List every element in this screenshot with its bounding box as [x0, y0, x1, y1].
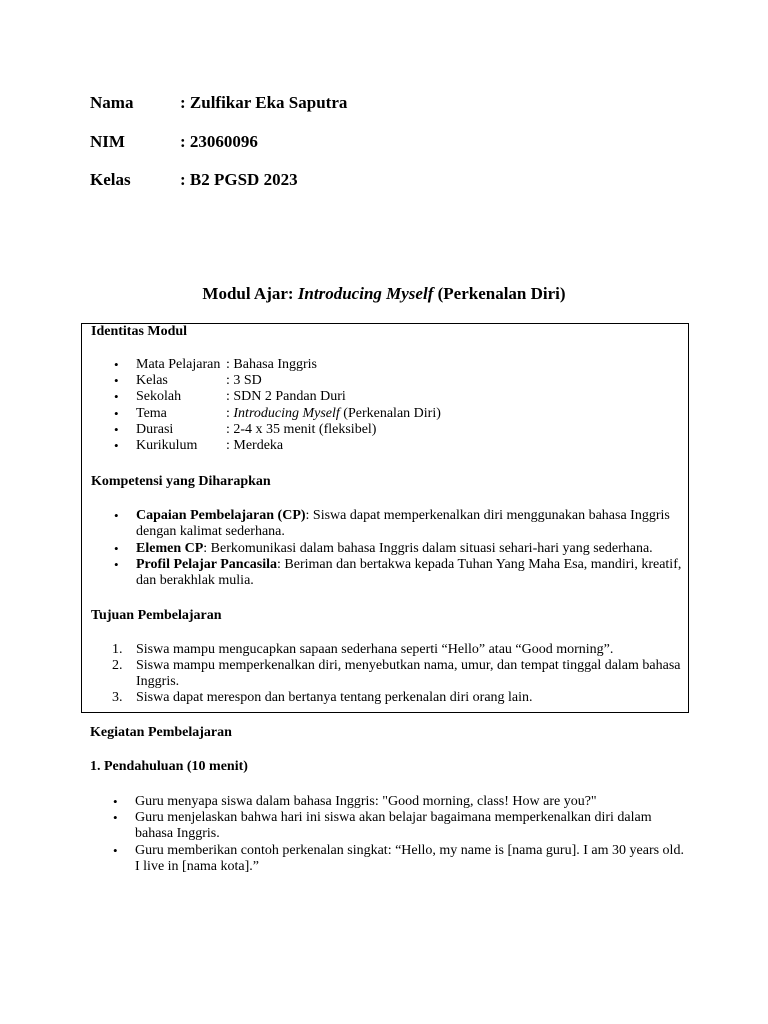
- kompetensi-text-cont: dan berakhlak mulia.: [136, 573, 254, 588]
- kompetensi-term: Capaian Pembelajaran (CP): [136, 508, 306, 523]
- item-number: 2.: [112, 658, 123, 673]
- kompetensi-text: : Siswa dapat memperkenalkan diri menggunakan bahasa Inggris: [305, 508, 670, 523]
- kompetensi-term: Profil Pelajar Pancasila: [136, 557, 278, 572]
- bullet-icon: •: [114, 406, 119, 421]
- identitas-heading: Identitas Modul: [91, 324, 188, 339]
- title-italic: Introducing Myself: [297, 284, 434, 303]
- identitas-value: [226, 406, 441, 422]
- bullet-icon: •: [114, 438, 119, 453]
- bullet-icon: •: [113, 843, 118, 858]
- kelas-value: : B2 PGSD 2023: [180, 170, 298, 189]
- title-suffix: (Perkenalan Diri): [433, 284, 566, 303]
- bullet-icon: •: [114, 541, 119, 556]
- tema-prefix: :: [226, 406, 234, 421]
- kompetensi-text: : Beriman dan bertakwa kepada Tuhan Yang Maha Esa, mandiri, kreatif,: [277, 557, 682, 572]
- nim-value: : 23060096: [180, 132, 258, 151]
- identitas-label: Tema: [136, 406, 167, 421]
- identitas-value: : 2-4 x 35 menit (fleksibel): [226, 422, 377, 437]
- identitas-label: Durasi: [136, 422, 174, 437]
- identitas-value: : Merdeka: [226, 438, 284, 453]
- kelas-label: Kelas: [90, 170, 131, 189]
- nama-value: : Zulfikar Eka Saputra: [180, 93, 348, 112]
- identitas-label: Sekolah: [136, 389, 182, 404]
- bullet-icon: •: [114, 373, 119, 388]
- kegiatan-text: Guru menjelaskan bahwa hari ini siswa akan belajar bagaimana memperkenalkan diri dalam: [135, 810, 652, 825]
- bullet-icon: •: [114, 422, 119, 437]
- kompetensi-term: Elemen CP: [136, 541, 204, 556]
- bullet-icon: •: [113, 810, 118, 825]
- kompetensi-text: : Berkomunikasi dalam bahasa Inggris dalam situasi sehari-hari yang sederhana.: [203, 541, 653, 556]
- module-info-box: [81, 323, 689, 713]
- tema-italic: Introducing Myself: [233, 406, 340, 421]
- identitas-value: : 3 SD: [226, 373, 262, 388]
- bullet-icon: •: [114, 389, 119, 404]
- kegiatan-text-cont: bahasa Inggris.: [135, 826, 220, 841]
- identitas-value: : SDN 2 Pandan Duri: [226, 389, 346, 404]
- identitas-label: Kelas: [136, 373, 168, 388]
- bullet-icon: •: [114, 557, 119, 572]
- tujuan-text: Siswa mampu mengucapkan sapaan sederhana seperti “Hello” atau “Good morning”.: [136, 642, 614, 657]
- identitas-label: Mata Pelajaran: [136, 357, 221, 372]
- bullet-icon: •: [114, 357, 119, 372]
- page-title: [0, 284, 768, 304]
- nim-label: NIM: [90, 132, 125, 151]
- kegiatan-text: Guru memberikan contoh perkenalan singkat: “Hello, my name is [nama guru]. I am 30 years old.: [135, 843, 684, 858]
- identitas-label: Kurikulum: [136, 438, 198, 453]
- nama-label: Nama: [90, 93, 134, 112]
- kompetensi-heading: Kompetensi yang Diharapkan: [91, 474, 271, 489]
- item-number: 3.: [112, 690, 123, 705]
- kompetensi-text-cont: dengan kalimat sederhana.: [136, 524, 285, 539]
- title-prefix: Modul Ajar:: [202, 284, 298, 303]
- tujuan-heading: Tujuan Pembelajaran: [91, 608, 222, 623]
- tujuan-text-cont: Inggris.: [136, 674, 180, 689]
- kegiatan-heading: Kegiatan Pembelajaran: [90, 725, 232, 740]
- item-number: 1.: [112, 642, 123, 657]
- identitas-value: : Bahasa Inggris: [226, 357, 317, 372]
- bullet-icon: •: [113, 794, 118, 809]
- pendahuluan-heading: 1. Pendahuluan (10 menit): [90, 759, 248, 774]
- tujuan-text: Siswa mampu memperkenalkan diri, menyebutkan nama, umur, dan tempat tinggal dalam bahasa: [136, 658, 681, 673]
- kegiatan-text-cont: I live in [nama kota].”: [135, 859, 260, 874]
- tujuan-text: Siswa dapat merespon dan bertanya tentang perkenalan diri orang lain.: [136, 690, 533, 705]
- tema-suffix: (Perkenalan Diri): [339, 406, 441, 421]
- bullet-icon: •: [114, 508, 119, 523]
- kegiatan-text: Guru menyapa siswa dalam bahasa Inggris: "Good morning, class! How are you?": [135, 794, 597, 809]
